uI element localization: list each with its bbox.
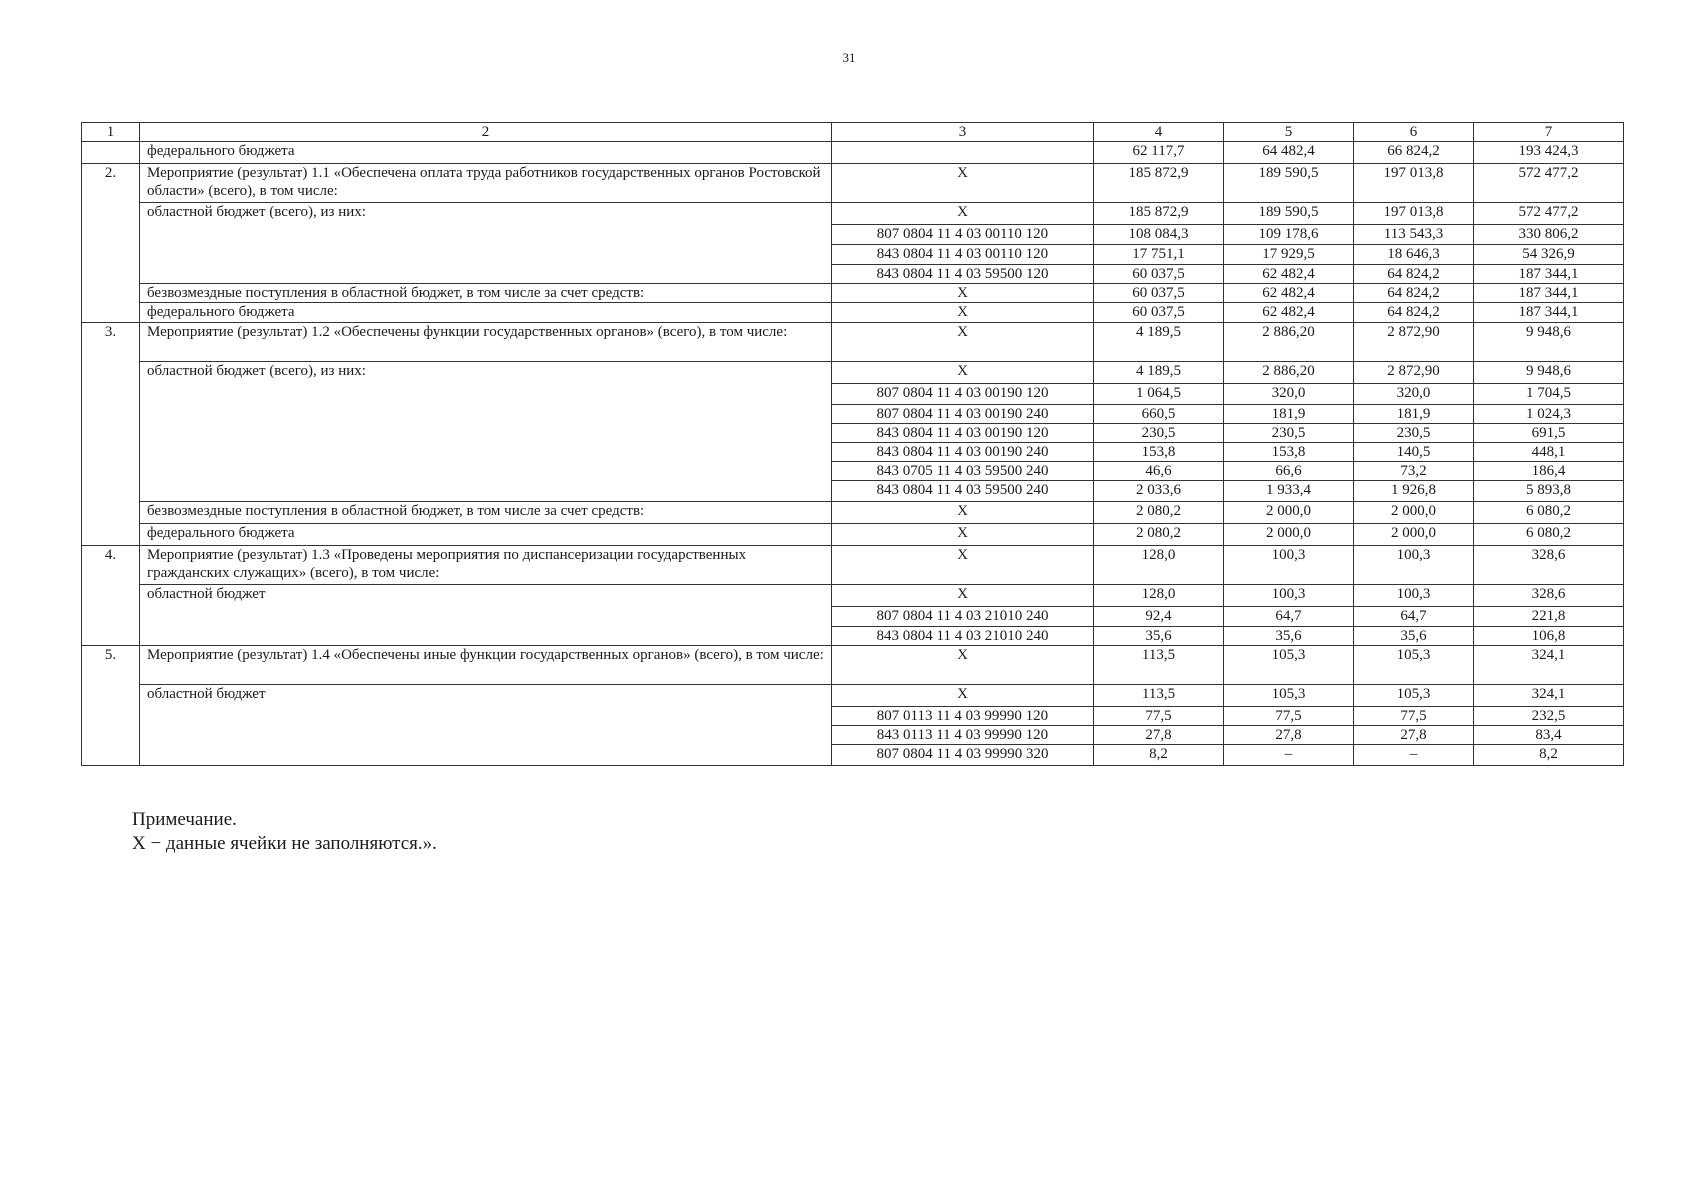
value-cell: 18 646,3 (1354, 245, 1474, 265)
value-cell: 66,6 (1224, 462, 1354, 481)
value-cell: 128,0 (1094, 585, 1224, 607)
table-row (82, 524, 1624, 546)
budget-code-cell: 807 0113 11 4 03 99990 120 (832, 707, 1094, 726)
value-cell: 77,5 (1354, 707, 1474, 726)
value-cell: 64 824,2 (1354, 303, 1474, 323)
item-name-cell: областной бюджет (всего), из них: (140, 203, 832, 284)
value-cell: 100,3 (1224, 546, 1354, 585)
budget-code-cell: 807 0804 11 4 03 00190 240 (832, 405, 1094, 424)
value-cell: 109 178,6 (1224, 225, 1354, 245)
value-cell: 2 000,0 (1224, 502, 1354, 524)
budget-code-cell: 807 0804 11 4 03 00190 120 (832, 384, 1094, 405)
value-cell: 2 000,0 (1354, 502, 1474, 524)
value-cell: 77,5 (1094, 707, 1224, 726)
value-cell: 73,2 (1354, 462, 1474, 481)
value-cell: 1 933,4 (1224, 481, 1354, 502)
value-cell: 105,3 (1224, 646, 1354, 685)
value-cell: 232,5 (1474, 707, 1624, 726)
table-row (82, 323, 1624, 362)
value-cell: 100,3 (1224, 585, 1354, 607)
value-cell: 330 806,2 (1474, 225, 1624, 245)
value-cell: 230,5 (1094, 424, 1224, 443)
value-cell: 2 886,20 (1224, 323, 1354, 362)
value-cell: 113,5 (1094, 646, 1224, 685)
value-cell: 221,8 (1474, 607, 1624, 627)
column-header: 7 (1474, 123, 1624, 142)
row-number-cell: 3. (82, 323, 140, 546)
value-cell: 92,4 (1094, 607, 1224, 627)
value-cell: 27,8 (1354, 726, 1474, 745)
table-row (82, 203, 1624, 225)
value-cell: 448,1 (1474, 443, 1624, 462)
value-cell: 320,0 (1354, 384, 1474, 405)
budget-code-cell: 807 0804 11 4 03 00110 120 (832, 225, 1094, 245)
value-cell: 2 080,2 (1094, 502, 1224, 524)
table-row (82, 284, 1624, 303)
value-cell: 691,5 (1474, 424, 1624, 443)
budget-code-cell: Х (832, 362, 1094, 384)
value-cell: 60 037,5 (1094, 284, 1224, 303)
budget-code-cell: 807 0804 11 4 03 99990 320 (832, 745, 1094, 766)
item-name-cell: Мероприятие (результат) 1.2 «Обеспечены функции государственных органов» (всего), в том числе: (140, 323, 832, 362)
value-cell: 2 872,90 (1354, 362, 1474, 384)
table-row (82, 546, 1624, 585)
value-cell: 100,3 (1354, 546, 1474, 585)
value-cell: 185 872,9 (1094, 164, 1224, 203)
value-cell: 83,4 (1474, 726, 1624, 745)
value-cell: 572 477,2 (1474, 203, 1624, 225)
table-row (82, 303, 1624, 323)
value-cell: 1 926,8 (1354, 481, 1474, 502)
value-cell: 64 824,2 (1354, 265, 1474, 284)
value-cell: 105,3 (1354, 646, 1474, 685)
row-number-cell: 4. (82, 546, 140, 646)
budget-code-cell: Х (832, 164, 1094, 203)
row-number-cell: 5. (82, 646, 140, 766)
value-cell: 60 037,5 (1094, 303, 1224, 323)
footnote-text: Х − данные ячейки не заполняются.». (132, 833, 437, 854)
value-cell: 64 824,2 (1354, 284, 1474, 303)
budget-code-cell: 843 0804 11 4 03 59500 120 (832, 265, 1094, 284)
value-cell: 4 189,5 (1094, 323, 1224, 362)
value-cell: 1 704,5 (1474, 384, 1624, 405)
value-cell: 105,3 (1224, 685, 1354, 707)
budget-code-cell: Х (832, 685, 1094, 707)
value-cell: 153,8 (1094, 443, 1224, 462)
value-cell: 113 543,3 (1354, 225, 1474, 245)
value-cell: 64,7 (1224, 607, 1354, 627)
item-name-cell: областной бюджет (140, 585, 832, 646)
budget-code-cell: Х (832, 303, 1094, 323)
value-cell: 17 929,5 (1224, 245, 1354, 265)
item-name-cell: областной бюджет (всего), из них: (140, 362, 832, 502)
column-header: 1 (82, 123, 140, 142)
value-cell: 324,1 (1474, 646, 1624, 685)
column-header: 3 (832, 123, 1094, 142)
value-cell: 572 477,2 (1474, 164, 1624, 203)
value-cell: 8,2 (1474, 745, 1624, 766)
value-cell: 62 482,4 (1224, 303, 1354, 323)
value-cell: 328,6 (1474, 585, 1624, 607)
value-cell: 77,5 (1224, 707, 1354, 726)
budget-code-cell: Х (832, 546, 1094, 585)
value-cell: 6 080,2 (1474, 502, 1624, 524)
value-cell: 113,5 (1094, 685, 1224, 707)
budget-code-cell: Х (832, 585, 1094, 607)
value-cell: 8,2 (1094, 745, 1224, 766)
item-name-cell: федерального бюджета (140, 524, 832, 546)
value-cell: 35,6 (1224, 627, 1354, 646)
item-name-cell: Мероприятие (результат) 1.1 «Обеспечена оплата труда работников государственных органов Ростовской области» (всего), в том числе: (140, 164, 832, 203)
column-header: 4 (1094, 123, 1224, 142)
value-cell: 193 424,3 (1474, 142, 1624, 164)
value-cell: 4 189,5 (1094, 362, 1224, 384)
item-name-cell: Мероприятие (результат) 1.4 «Обеспечены иные функции государственных органов» (всего), в том числе: (140, 646, 832, 685)
item-name-cell: областной бюджет (140, 685, 832, 766)
table-row (82, 585, 1624, 607)
item-name-cell: Мероприятие (результат) 1.3 «Проведены мероприятия по диспансеризации государственных гражданских служащих» (всего), в том числе: (140, 546, 832, 585)
value-cell: 187 344,1 (1474, 284, 1624, 303)
budget-code-cell: 843 0113 11 4 03 99990 120 (832, 726, 1094, 745)
budget-code-cell: Х (832, 524, 1094, 546)
page-number: 31 (842, 50, 856, 65)
column-header: 6 (1354, 123, 1474, 142)
item-name-cell: безвозмездные поступления в областной бюджет, в том числе за счет средств: (140, 284, 832, 303)
value-cell: 2 080,2 (1094, 524, 1224, 546)
budget-code-cell (832, 142, 1094, 164)
row-number-cell (82, 142, 140, 164)
value-cell: 197 013,8 (1354, 203, 1474, 225)
value-cell: 6 080,2 (1474, 524, 1624, 546)
value-cell: 230,5 (1224, 424, 1354, 443)
footnote (132, 808, 437, 856)
value-cell: 2 000,0 (1354, 524, 1474, 546)
budget-code-cell: Х (832, 502, 1094, 524)
value-cell: 1 024,3 (1474, 405, 1624, 424)
value-cell: 197 013,8 (1354, 164, 1474, 203)
table-row (82, 362, 1624, 384)
value-cell: 230,5 (1354, 424, 1474, 443)
budget-code-cell: Х (832, 284, 1094, 303)
budget-table (81, 122, 1624, 766)
value-cell: 64 482,4 (1224, 142, 1354, 164)
budget-code-cell: Х (832, 203, 1094, 225)
value-cell: 185 872,9 (1094, 203, 1224, 225)
value-cell: 105,3 (1354, 685, 1474, 707)
value-cell: 66 824,2 (1354, 142, 1474, 164)
budget-code-cell: 843 0804 11 4 03 59500 240 (832, 481, 1094, 502)
table-row (82, 164, 1624, 203)
value-cell: 35,6 (1094, 627, 1224, 646)
table-row (82, 646, 1624, 685)
value-cell: 62 482,4 (1224, 265, 1354, 284)
column-header: 5 (1224, 123, 1354, 142)
value-cell: 186,4 (1474, 462, 1624, 481)
budget-code-cell: 843 0804 11 4 03 00110 120 (832, 245, 1094, 265)
value-cell: 181,9 (1224, 405, 1354, 424)
table-row (82, 685, 1624, 707)
budget-code-cell: 807 0804 11 4 03 21010 240 (832, 607, 1094, 627)
footnote-title: Примечание. (132, 809, 237, 830)
value-cell: 17 751,1 (1094, 245, 1224, 265)
table-row (82, 502, 1624, 524)
column-header: 2 (140, 123, 832, 142)
value-cell: 64,7 (1354, 607, 1474, 627)
value-cell: 35,6 (1354, 627, 1474, 646)
value-cell: 660,5 (1094, 405, 1224, 424)
value-cell: 187 344,1 (1474, 265, 1624, 284)
value-cell: 324,1 (1474, 685, 1624, 707)
budget-code-cell: Х (832, 323, 1094, 362)
item-name-cell: безвозмездные поступления в областной бюджет, в том числе за счет средств: (140, 502, 832, 524)
value-cell: 60 037,5 (1094, 265, 1224, 284)
value-cell: 187 344,1 (1474, 303, 1624, 323)
value-cell: 46,6 (1094, 462, 1224, 481)
budget-code-cell: Х (832, 646, 1094, 685)
value-cell: 9 948,6 (1474, 323, 1624, 362)
budget-code-cell: 843 0804 11 4 03 00190 240 (832, 443, 1094, 462)
value-cell: 27,8 (1094, 726, 1224, 745)
value-cell: 181,9 (1354, 405, 1474, 424)
value-cell: 189 590,5 (1224, 164, 1354, 203)
value-cell: – (1224, 745, 1354, 766)
value-cell: 62 482,4 (1224, 284, 1354, 303)
value-cell: 62 117,7 (1094, 142, 1224, 164)
value-cell: 100,3 (1354, 585, 1474, 607)
value-cell: 140,5 (1354, 443, 1474, 462)
value-cell: 108 084,3 (1094, 225, 1224, 245)
value-cell: 328,6 (1474, 546, 1624, 585)
value-cell: 1 064,5 (1094, 384, 1224, 405)
value-cell: 54 326,9 (1474, 245, 1624, 265)
value-cell: 2 000,0 (1224, 524, 1354, 546)
value-cell: 9 948,6 (1474, 362, 1624, 384)
budget-code-cell: 843 0705 11 4 03 59500 240 (832, 462, 1094, 481)
value-cell: 2 886,20 (1224, 362, 1354, 384)
value-cell: 2 872,90 (1354, 323, 1474, 362)
value-cell: 128,0 (1094, 546, 1224, 585)
value-cell: 153,8 (1224, 443, 1354, 462)
item-name-cell: федерального бюджета (140, 142, 832, 164)
value-cell: 5 893,8 (1474, 481, 1624, 502)
value-cell: 320,0 (1224, 384, 1354, 405)
value-cell: – (1354, 745, 1474, 766)
table-row (82, 142, 1624, 164)
value-cell: 189 590,5 (1224, 203, 1354, 225)
value-cell: 27,8 (1224, 726, 1354, 745)
table-header-row (82, 123, 1624, 142)
budget-code-cell: 843 0804 11 4 03 00190 120 (832, 424, 1094, 443)
item-name-cell: федерального бюджета (140, 303, 832, 323)
value-cell: 106,8 (1474, 627, 1624, 646)
row-number-cell: 2. (82, 164, 140, 323)
value-cell: 2 033,6 (1094, 481, 1224, 502)
budget-code-cell: 843 0804 11 4 03 21010 240 (832, 627, 1094, 646)
